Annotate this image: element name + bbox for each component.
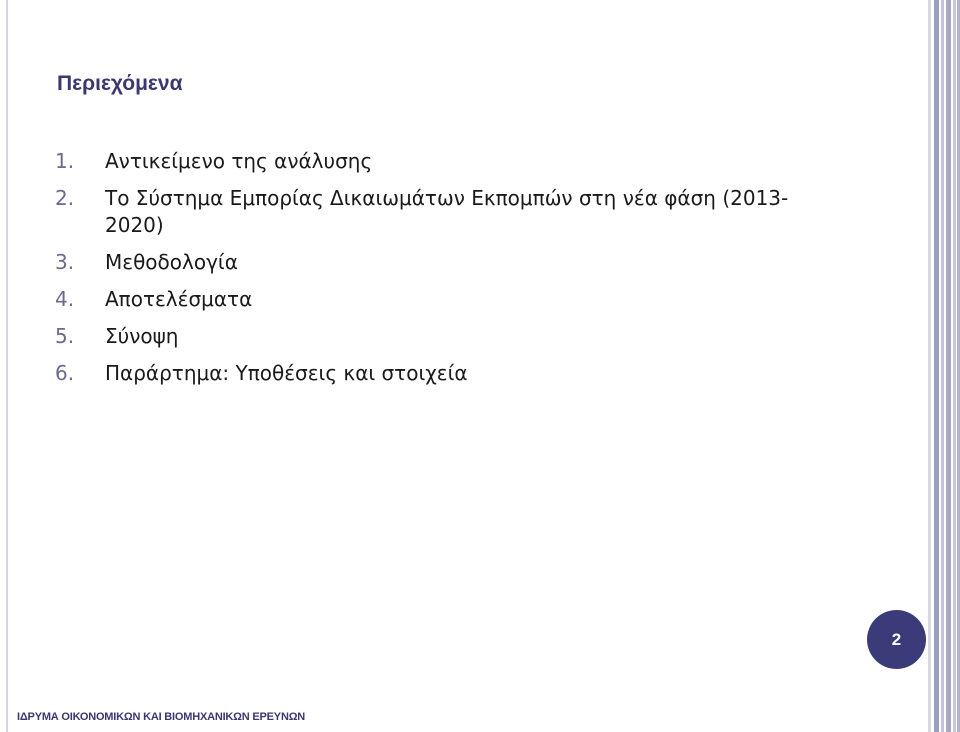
toc-item [55,286,795,313]
toc-item-text: Το Σύστημα Εμπορίας Δικαιωμάτων Εκπομπών στη νέα φάση (2013-2020) [105,186,789,237]
page-number: 2 [891,629,902,649]
toc-item-text: Παράρτημα: Υποθέσεις και στοιχεία [105,361,468,385]
toc-item-number: 6. [55,361,75,385]
toc-item-text: Σύνοψη [105,324,179,348]
toc-item [55,148,795,175]
toc-item-number: 3. [55,250,75,274]
toc-item-text: Αντικείμενο της ανάλυσης [105,149,373,173]
page-number-badge [867,610,926,669]
right-decorative-stripes [928,0,960,732]
toc-item-number: 2. [55,186,75,210]
footer-organization: ΙΔΡΥΜΑ ΟΙΚΟΝΟΜΙΚΩΝ ΚΑΙ ΒΙΟΜΗΧΑΝΙΚΩΝ ΕΡΕΥΝΩΝ [17,711,306,723]
toc-item-number: 5. [55,324,75,348]
toc-item-number: 4. [55,287,75,311]
toc-item [55,249,795,276]
toc-item-number: 1. [55,149,75,173]
left-border-line [6,0,8,732]
slide-title: Περιεχόμενα [57,72,183,95]
table-of-contents [55,148,795,397]
toc-item-text: Μεθοδολογία [105,250,238,274]
toc-item-text: Αποτελέσματα [105,287,253,311]
toc-item [55,185,795,239]
toc-item [55,323,795,350]
toc-item [55,360,795,387]
